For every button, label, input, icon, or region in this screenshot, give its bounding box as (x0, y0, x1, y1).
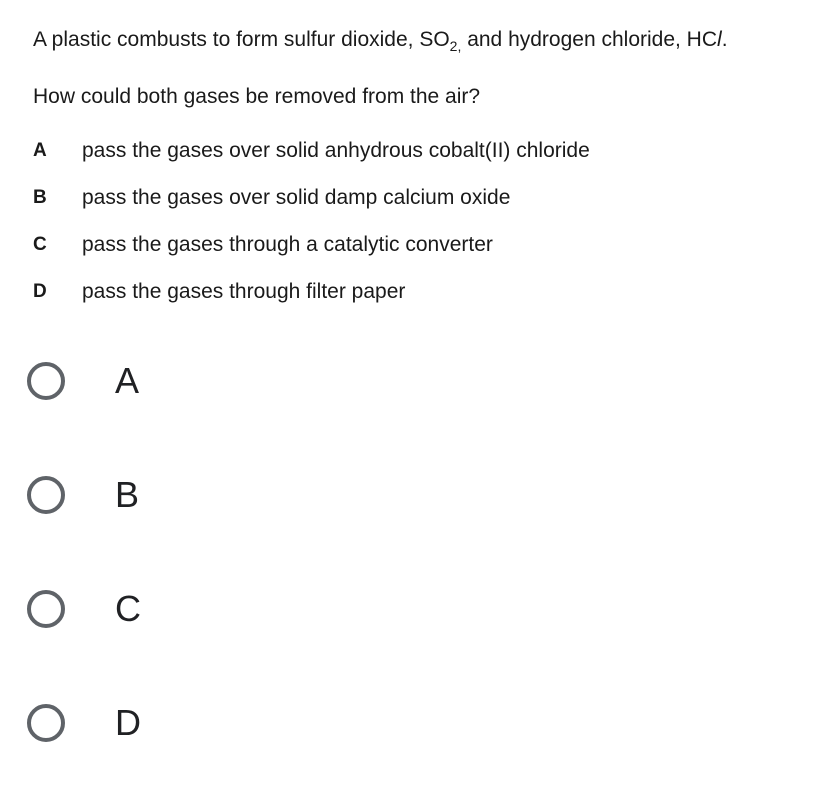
stem-text-continued: and hydrogen chloride, HC (461, 28, 718, 51)
option-letter: A (33, 139, 47, 161)
option-c (33, 221, 823, 268)
question-prompt: How could both gases be removed from the air? (33, 85, 481, 108)
radio-button-icon[interactable] (27, 476, 65, 514)
option-letter: B (33, 186, 47, 208)
option-letter: D (33, 280, 47, 302)
answer-label[interactable]: B (115, 474, 140, 515)
stem-text: A plastic combusts to form sulfur dioxide, SO (33, 28, 450, 51)
option-letter: C (33, 233, 47, 255)
option-a (33, 127, 823, 174)
answer-label[interactable]: D (115, 702, 141, 743)
radio-button-icon[interactable] (27, 362, 65, 400)
option-text: pass the gases through filter paper (82, 279, 406, 303)
answer-choice-d[interactable] (24, 695, 424, 751)
answer-choice-a[interactable] (24, 353, 424, 409)
question-block (33, 22, 823, 315)
stem-end: . (721, 28, 728, 51)
radio-button-icon[interactable] (27, 590, 65, 628)
stem-italic-l: l (717, 28, 722, 51)
option-text: pass the gases over solid damp calcium oxide (82, 185, 511, 209)
option-d (33, 268, 823, 315)
option-list (33, 127, 823, 315)
option-text: pass the gases through a catalytic converter (82, 232, 493, 256)
question-stem (33, 22, 823, 58)
radio-button-icon[interactable] (27, 704, 65, 742)
option-text: pass the gases over solid anhydrous cobalt(II) chloride (82, 138, 590, 162)
answer-label[interactable]: A (115, 360, 140, 401)
answer-label[interactable]: C (115, 588, 141, 629)
answer-choice-c[interactable] (24, 581, 424, 637)
answer-radio-group (24, 353, 424, 809)
answer-choice-b[interactable] (24, 467, 424, 523)
stem-subscript: 2, (449, 38, 462, 54)
option-b (33, 174, 823, 221)
